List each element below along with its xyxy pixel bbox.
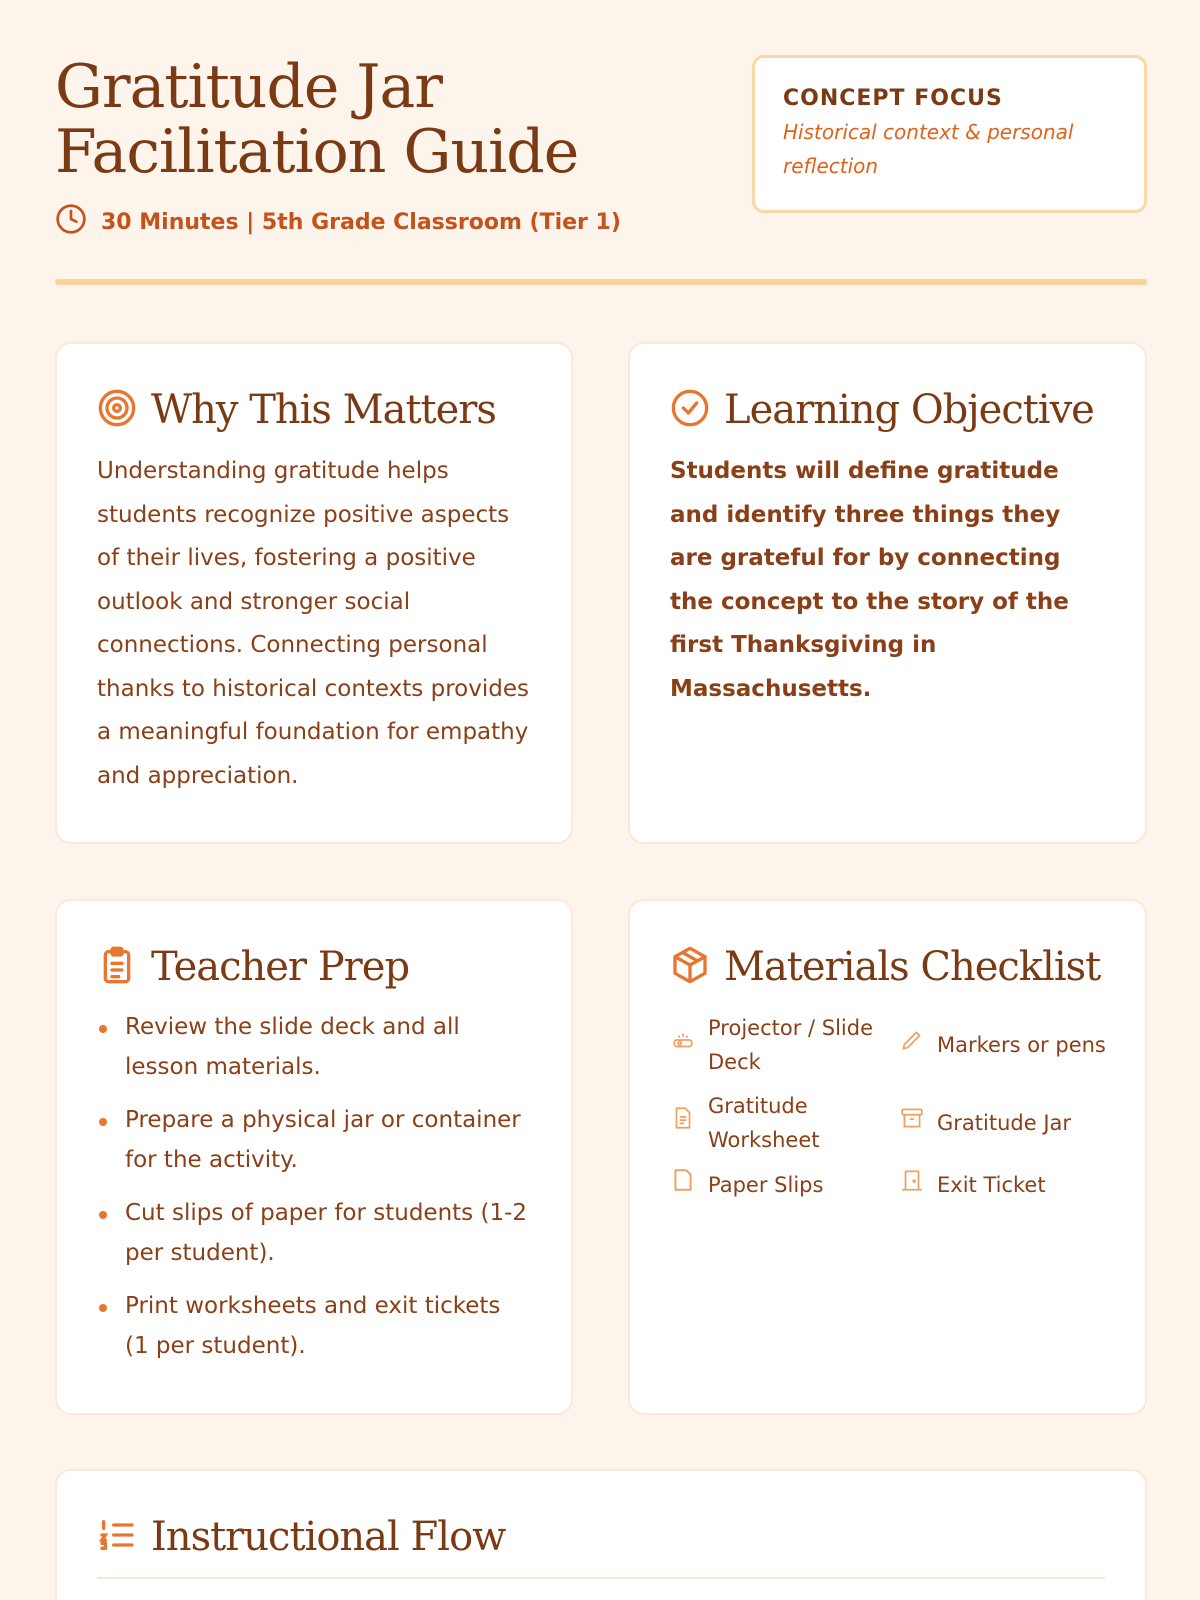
objective-title: Learning Objective (724, 387, 1094, 433)
objective-body: Students will define gratitude and identify three things they are grateful for by connecting the concept to the story of the first Thanksgiving in Massachusetts. (670, 458, 1069, 702)
page-title: Gratitude Jar Facilitation Guide (55, 52, 579, 187)
objective-card (628, 342, 1147, 844)
flow-title: Instructional Flow (151, 1514, 506, 1560)
list-item: Cut slips of paper for students (1-2 per student). (97, 1193, 531, 1273)
header-divider (55, 279, 1147, 285)
door-icon (899, 1167, 925, 1203)
list-item: Review the slide deck and all lesson materials. (97, 1007, 531, 1087)
materials-title: Materials Checklist (724, 944, 1101, 990)
target-icon (97, 388, 137, 432)
projector-icon (670, 1027, 696, 1063)
page-header (55, 52, 1147, 285)
document-icon (670, 1105, 696, 1141)
material-item: Paper Slips (670, 1167, 895, 1203)
prep-title: Teacher Prep (151, 944, 410, 990)
list-item: Prepare a physical jar or container for the activity. (97, 1100, 531, 1180)
materials-card (628, 899, 1147, 1415)
material-item: Markers or pens (899, 1011, 1124, 1079)
concept-focus-text: Historical context & personal reflection (783, 120, 1074, 178)
prep-card (55, 899, 573, 1415)
why-body: Understanding gratitude helps students recognize positive aspects of their lives, fostering a positive outlook and stronger social connections. Connecting personal thanks to historical contexts provides a meaningful foundation for empathy and appreciation. (97, 458, 529, 789)
lesson-meta (55, 203, 621, 241)
material-item: Gratitude Jar (899, 1089, 1124, 1157)
ordered-list-icon (97, 1515, 137, 1559)
paper-icon (670, 1167, 696, 1203)
check-circle-icon (670, 388, 710, 432)
material-item: Projector / Slide Deck (670, 1011, 895, 1079)
material-item: Gratitude Worksheet (670, 1089, 895, 1157)
why-card (55, 342, 573, 844)
flow-divider (97, 1577, 1105, 1579)
clock-icon (55, 203, 87, 241)
box-icon (670, 945, 710, 989)
flow-card (55, 1469, 1147, 1600)
lesson-meta-text: 30 Minutes | 5th Grade Classroom (Tier 1) (101, 209, 621, 235)
pencil-icon (899, 1027, 925, 1063)
material-item: Exit Ticket (899, 1167, 1124, 1203)
clipboard-icon (97, 945, 137, 989)
why-title: Why This Matters (151, 387, 496, 433)
archive-icon (899, 1105, 925, 1141)
list-item: Print worksheets and exit tickets (1 per student). (97, 1286, 531, 1366)
materials-grid (670, 1011, 1105, 1203)
prep-list (97, 1007, 531, 1366)
concept-focus-box (752, 55, 1147, 213)
concept-focus-label: CONCEPT FOCUS (783, 86, 1003, 111)
